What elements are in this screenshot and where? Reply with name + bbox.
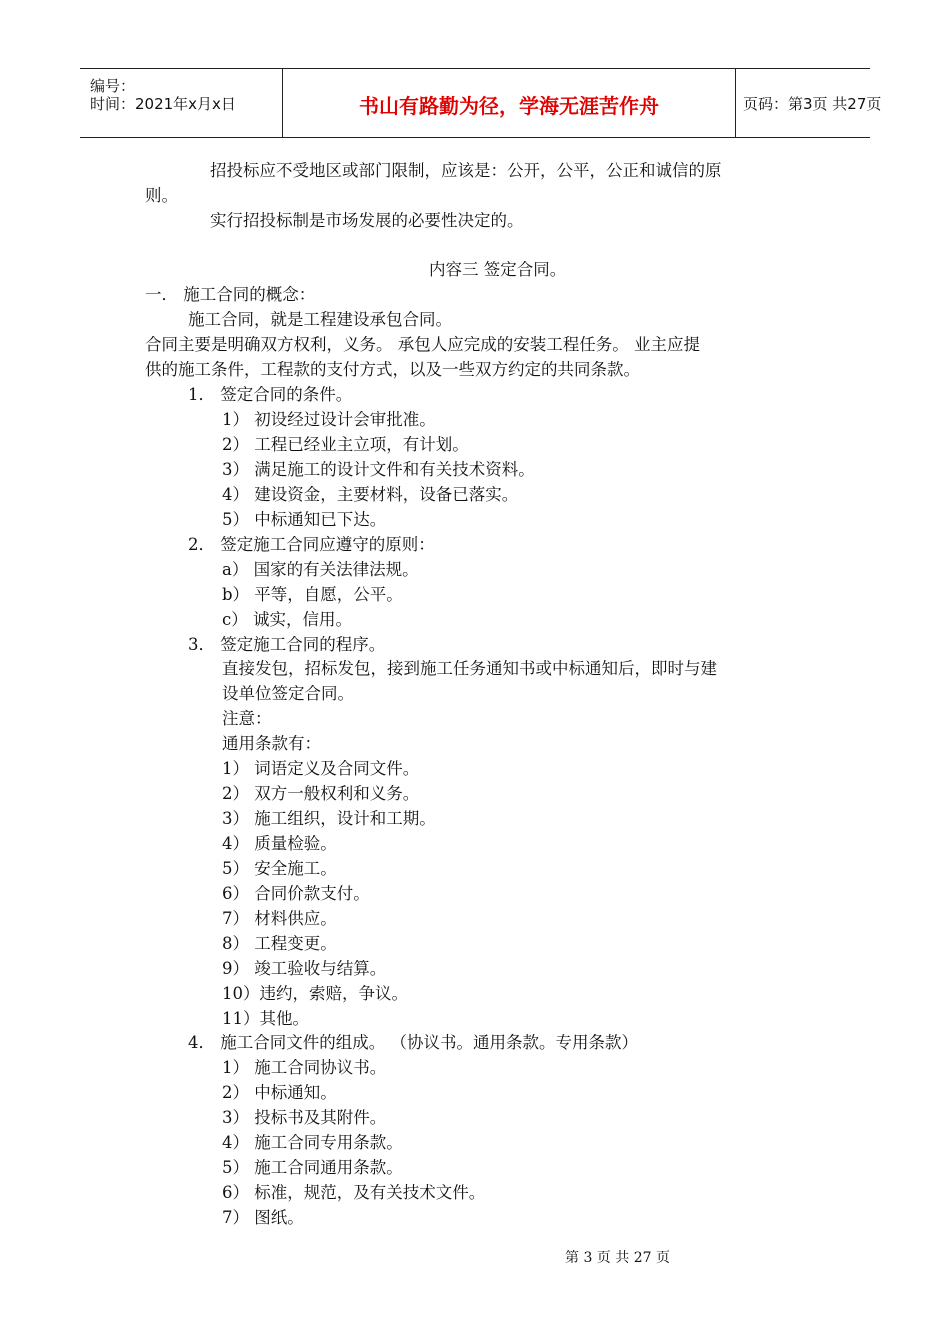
list-item: 6） 合同价款支付。 [222,884,370,903]
header-page-number: 页码：第3页 共27页 [743,95,882,113]
list-item: c） 诚实，信用。 [222,610,352,629]
subheading: 3． 签定施工合同的程序。 [188,635,386,654]
header-page-cell [735,69,882,137]
subheading: 2． 签定施工合同应遵守的原则： [188,535,435,554]
list-item: 2） 双方一般权利和义务。 [222,784,420,803]
list-item: 4） 施工合同专用条款。 [222,1133,403,1152]
paragraph-line: 施工合同，就是工程建设承包合同。 [188,310,452,329]
list-item: 9） 竣工验收与结算。 [222,959,387,978]
list-item: 1） 初设经过设计会审批准。 [222,410,436,429]
paragraph-line: 设单位签定合同。 [222,684,354,703]
list-item: 3） 施工组织，设计和工期。 [222,809,436,828]
list-item: 2） 工程已经业主立项，有计划。 [222,435,469,454]
list-item: 3） 满足施工的设计文件和有关技术资料。 [222,460,535,479]
subheading: 1． 签定合同的条件。 [188,385,353,404]
paragraph-line: 直接发包，招标发包，接到施工任务通知书或中标通知后，即时与建 [222,659,717,678]
header-motto-cell [282,69,736,137]
document-number: 编号： [90,77,136,95]
list-item: 1） 施工合同协议书。 [222,1058,387,1077]
section-title: 内容三 签定合同。 [429,260,567,279]
note-label: 注意： [222,709,272,728]
list-item: 1） 词语定义及合同文件。 [222,759,420,778]
paragraph-line: 实行招投标制是市场发展的必要性决定的。 [210,211,524,230]
paragraph-line: 供的施工条件，工程款的支付方式，以及一些双方约定的共同条款。 [145,360,640,379]
list-item: 5） 施工合同通用条款。 [222,1158,403,1177]
list-item: 4） 质量检验。 [222,834,337,853]
list-item: 4） 建设资金，主要材料，设备已落实。 [222,485,519,504]
list-item: 5） 安全施工。 [222,859,337,878]
list-item: 7） 材料供应。 [222,909,337,928]
paragraph-line: 通用条款有： [222,734,321,753]
paragraph-line: 则。 [145,186,178,205]
list-item: 7） 图纸。 [222,1208,304,1227]
list-item: 3） 投标书及其附件。 [222,1108,387,1127]
list-item: a） 国家的有关法律法规。 [222,560,419,579]
list-item: b） 平等，自愿，公平。 [222,585,403,604]
document-header [80,68,882,138]
document-date: 时间：2021年x月x日 [90,95,236,113]
header-meta-cell [80,69,282,137]
paragraph-line: 合同主要是明确双方权利，义务。 承包人应完成的安装工程任务。 业主应提 [145,335,700,354]
heading-1: 一． 施工合同的概念： [145,285,316,304]
paragraph-line: 招投标应不受地区或部门限制，应该是：公开，公平，公正和诚信的原 [210,161,722,180]
list-item: 10）违约，索赔，争议。 [222,984,408,1003]
list-item: 5） 中标通知已下达。 [222,510,387,529]
header-motto: 书山有路勤为径，学海无涯苦作舟 [359,94,659,118]
list-item: 8） 工程变更。 [222,934,337,953]
page-footer: 第 3 页 共 27 页 [565,1250,670,1266]
list-item: 6） 标准，规范，及有关技术文件。 [222,1183,486,1202]
subheading: 4． 施工合同文件的组成。 （协议书。通用条款。专用条款） [188,1033,638,1052]
list-item: 11）其他。 [222,1009,309,1028]
list-item: 2） 中标通知。 [222,1083,337,1102]
